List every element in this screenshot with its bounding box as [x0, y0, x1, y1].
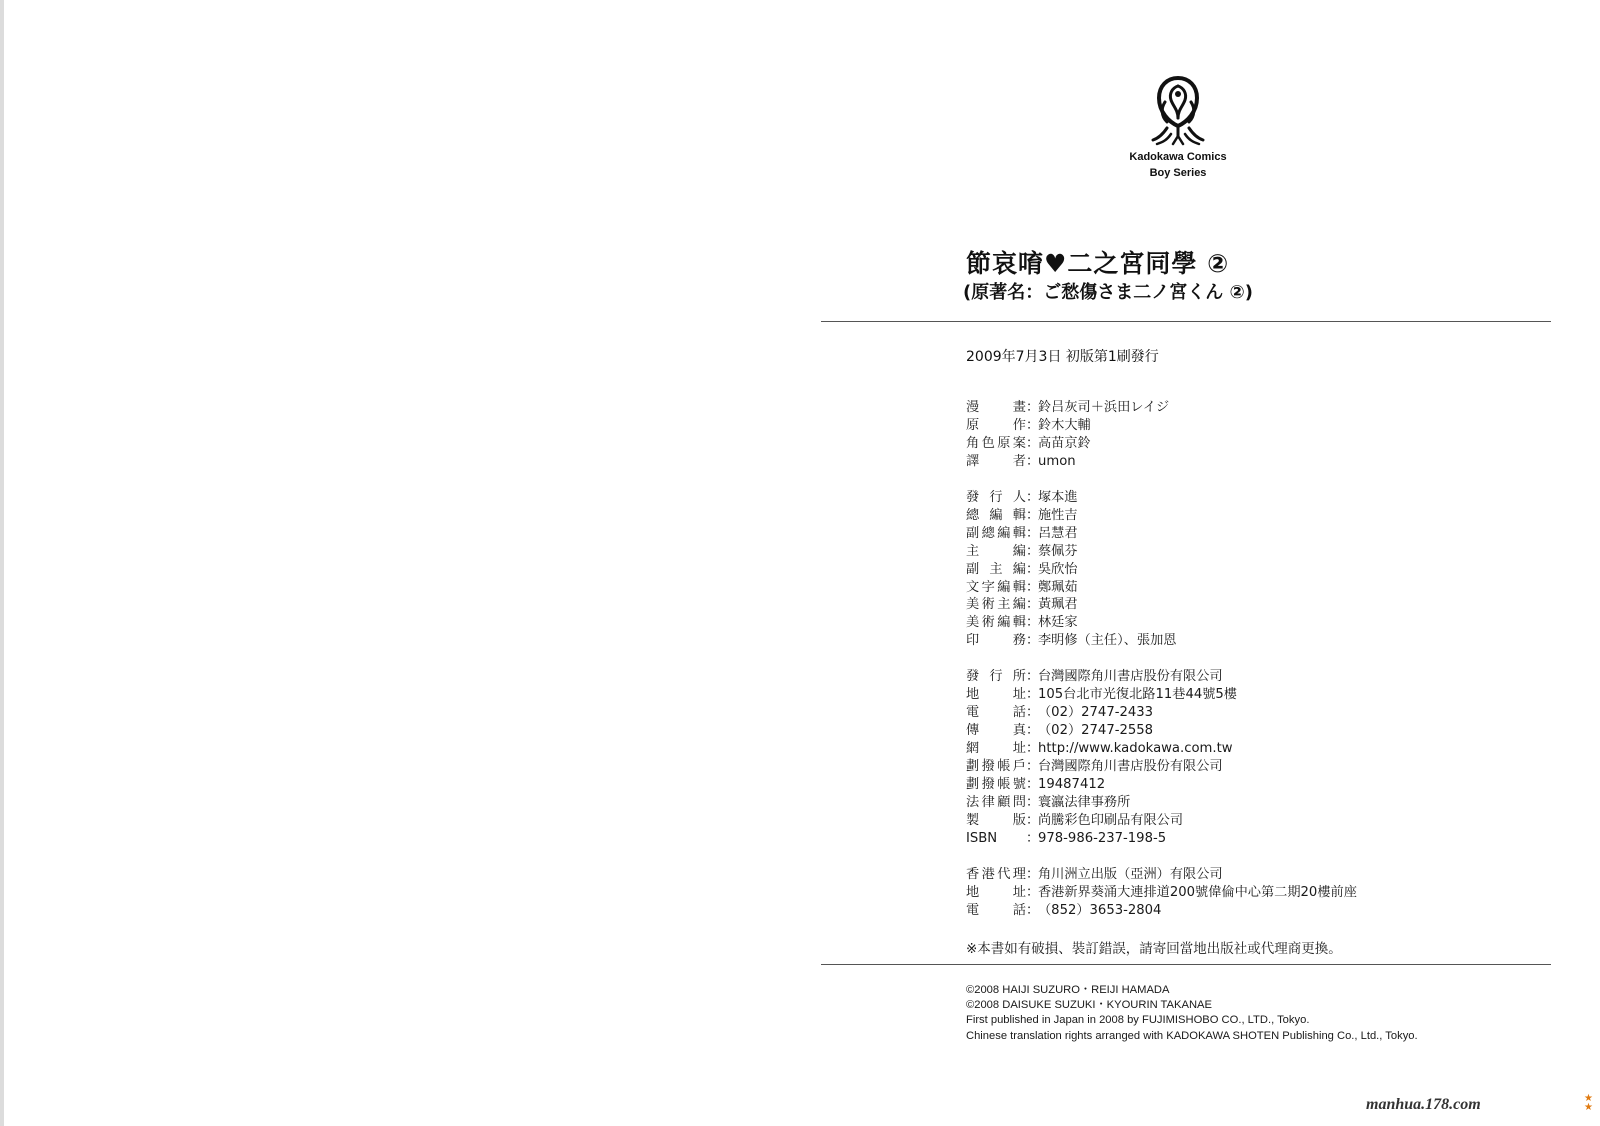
site-watermark: manhua.178.com — [1366, 1096, 1481, 1113]
credit-row — [966, 668, 1357, 686]
logo-line-1: Kadokawa Comics — [1129, 151, 1227, 163]
credit-separator: ： — [1026, 435, 1040, 451]
credit-separator: ： — [1026, 705, 1040, 721]
credit-separator: ： — [1026, 830, 1040, 846]
credit-separator: ： — [1026, 453, 1040, 469]
credit-value: 寰瀛法律事務所 — [1038, 794, 1131, 810]
credit-value: http://www.kadokawa.com.tw — [1038, 741, 1233, 757]
credit-label: 劃撥帳戶 — [966, 759, 1026, 775]
credit-separator: ： — [1026, 866, 1040, 882]
credit-separator: ： — [1026, 812, 1040, 828]
credit-label: 發行人 — [966, 489, 1026, 505]
credit-row — [966, 525, 1357, 543]
credit-label: 主編 — [966, 543, 1026, 559]
credit-row — [966, 794, 1357, 812]
credit-separator: ： — [1026, 669, 1040, 685]
credit-label: 電話 — [966, 902, 1026, 918]
credit-row — [966, 704, 1357, 722]
credit-label: 傳真 — [966, 723, 1026, 739]
credits-list — [966, 399, 1357, 920]
credit-separator: ： — [1026, 884, 1040, 900]
credit-value: 尚騰彩色印刷品有限公司 — [1038, 812, 1184, 828]
credit-value: （852）3653-2804 — [1038, 902, 1162, 918]
group-spacer — [966, 650, 1357, 668]
credit-separator: ： — [1026, 579, 1040, 595]
credit-label: 劃撥帳號 — [966, 776, 1026, 792]
credit-value: 蔡佩芬 — [1038, 543, 1078, 559]
credit-label: 漫畫 — [966, 400, 1026, 415]
credit-row — [966, 632, 1357, 650]
credit-label: 發行所 — [966, 669, 1026, 685]
credit-separator: ： — [1026, 723, 1040, 739]
logo-line-2: Boy Series — [1149, 167, 1207, 179]
credit-value: （02）2747-2433 — [1038, 705, 1154, 721]
credit-label: 地址 — [966, 687, 1026, 703]
phoenix-icon — [1145, 72, 1211, 148]
credit-value: 鈴吕灰司＋浜田レイジ — [1038, 400, 1170, 415]
credit-separator: ： — [1026, 561, 1040, 577]
credit-value: 鈴木大輔 — [1038, 417, 1091, 433]
credit-value: 林廷家 — [1038, 615, 1078, 631]
credit-row — [966, 579, 1357, 597]
credit-value: 呂慧君 — [1038, 525, 1078, 541]
credit-row — [966, 776, 1357, 794]
credit-separator: ： — [1026, 759, 1040, 775]
credit-row — [966, 740, 1357, 758]
credit-separator: ： — [1026, 400, 1040, 415]
credit-row — [966, 902, 1357, 920]
credit-row — [966, 453, 1357, 471]
credit-label: 譯者 — [966, 453, 1026, 469]
damage-notice: ※本書如有破損、裝訂錯誤，請寄回當地出版社或代理商更換。 — [966, 941, 1342, 957]
credit-row — [966, 884, 1357, 902]
credit-separator: ： — [1026, 543, 1040, 559]
credit-value: 19487412 — [1038, 776, 1106, 792]
credit-row — [966, 758, 1357, 776]
credit-value: （02）2747-2558 — [1038, 723, 1154, 739]
credit-separator: ： — [1026, 741, 1040, 757]
credit-row — [966, 614, 1357, 632]
credit-row — [966, 561, 1357, 579]
credit-value: 李明修（主任）、張加恩 — [1038, 633, 1177, 649]
copyright-line: First published in Japan in 2008 by FUJIMISHOBO CO., LTD., Tokyo. — [966, 1014, 1310, 1027]
credit-value: 鄭珮茹 — [1038, 579, 1078, 595]
page-spine-edge — [0, 0, 4, 1126]
credit-separator: ： — [1026, 417, 1040, 433]
credit-separator: ： — [1026, 489, 1040, 505]
credit-label: 美術主編 — [966, 597, 1026, 613]
credit-row — [966, 435, 1357, 453]
credit-label: 文字編輯 — [966, 579, 1026, 595]
credit-row — [966, 686, 1357, 704]
credit-label: 地址 — [966, 884, 1026, 900]
credit-label: ISBN — [966, 830, 998, 846]
credit-label: 原作 — [966, 417, 1026, 433]
credit-separator: ： — [1026, 902, 1040, 918]
divider-top — [821, 321, 1551, 322]
credit-label: 美術編輯 — [966, 615, 1026, 631]
credit-row — [966, 830, 1357, 848]
original-title: (原著名：ご愁傷さま二ノ宮くん ②) — [963, 282, 1253, 303]
publication-date: 2009年7月3日 初版第1刷發行 — [966, 349, 1159, 365]
credit-row — [966, 812, 1357, 830]
credit-label: 副主編 — [966, 561, 1026, 577]
copyright-line: ©2008 DAISUKE SUZUKI・KYOURIN TAKANAE — [966, 999, 1212, 1012]
credit-row — [966, 866, 1357, 884]
credit-value: 吳欣怡 — [1038, 561, 1078, 577]
credit-row — [966, 543, 1357, 561]
group-spacer — [966, 471, 1357, 489]
credit-separator: ： — [1026, 507, 1040, 523]
copyright-block — [966, 983, 1418, 1044]
credit-row — [966, 596, 1357, 614]
credit-label: 副總編輯 — [966, 525, 1026, 541]
star-decoration-icon: ★ ★ — [1584, 1093, 1593, 1113]
credit-row — [966, 489, 1357, 507]
copyright-line: Chinese translation rights arranged with KADOKAWA SHOTEN Publishing Co., Ltd., Tokyo. — [966, 1029, 1418, 1042]
credit-value: 台灣國際角川書店股份有限公司 — [1038, 669, 1223, 685]
credit-value: 角川洲立出版（亞洲）有限公司 — [1038, 866, 1223, 882]
credit-value: 黃珮君 — [1038, 597, 1078, 613]
credit-row — [966, 399, 1357, 417]
credit-label: 印務 — [966, 633, 1026, 649]
credit-row — [966, 417, 1357, 435]
book-title: 節哀唷♥二之宮同學 ② — [966, 249, 1230, 278]
credit-label: 電話 — [966, 705, 1026, 721]
credit-label: 製版 — [966, 812, 1026, 828]
divider-bottom — [821, 964, 1551, 965]
credit-label: 法律顧問 — [966, 794, 1026, 810]
credit-label: 總編輯 — [966, 507, 1026, 523]
credit-label: 角色原案 — [966, 435, 1026, 451]
credit-value: 塚本進 — [1038, 489, 1078, 505]
credit-separator: ： — [1026, 776, 1040, 792]
credit-separator: ： — [1026, 615, 1040, 631]
credit-value: 高苗京鈴 — [1038, 435, 1091, 451]
credit-label: 網址 — [966, 741, 1026, 757]
credit-separator: ： — [1026, 597, 1040, 613]
credit-separator: ： — [1026, 525, 1040, 541]
credit-value: 978-986-237-198-5 — [1038, 830, 1167, 846]
credit-value: umon — [1038, 453, 1076, 469]
credit-value: 105台北市光復北路11巷44號5樓 — [1038, 687, 1237, 703]
group-spacer — [966, 848, 1357, 866]
credit-row — [966, 507, 1357, 525]
credit-separator: ： — [1026, 794, 1040, 810]
credit-label: 香港代理 — [966, 866, 1026, 882]
credit-row — [966, 722, 1357, 740]
credit-value: 台灣國際角川書店股份有限公司 — [1038, 759, 1223, 775]
copyright-line: ©2008 HAIJI SUZURO・REIJI HAMADA — [966, 984, 1170, 996]
credit-value: 施性吉 — [1038, 507, 1078, 523]
publisher-logo — [1128, 72, 1228, 180]
credit-separator: ： — [1026, 633, 1040, 649]
credit-value: 香港新界葵涌大連排道200號偉倫中心第二期20樓前座 — [1038, 884, 1357, 900]
credit-separator: ： — [1026, 687, 1040, 703]
